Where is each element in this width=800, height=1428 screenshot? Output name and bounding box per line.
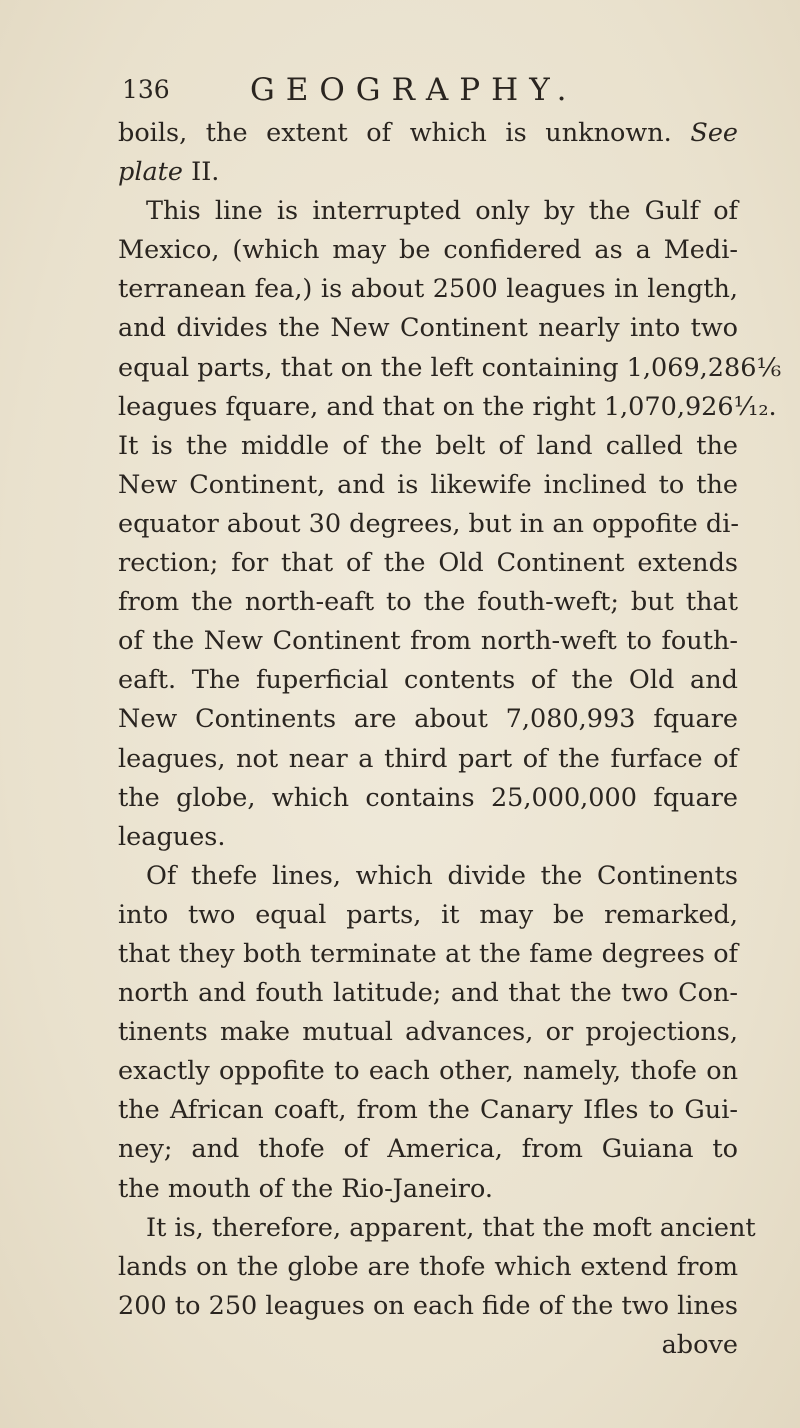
- text-line: terranean fea,) is about 2500 leagues in length,: [118, 274, 738, 305]
- catchword: above: [661, 1329, 738, 1360]
- text-line: equator about 30 degrees, but in an oppofite di-: [118, 508, 739, 539]
- text-line: of the New Continent from north-weft to fouth-: [118, 626, 738, 657]
- text-line: from the north-eaft to the fouth-weft; but that: [118, 587, 738, 618]
- paragraph-start: Of thefe lines, which divide the Continents: [146, 860, 738, 891]
- text-line: boils, the extent of which is unknown. See: [118, 118, 738, 148]
- text-line: north and fouth latitude; and that the two Con-: [118, 978, 738, 1009]
- paragraph-start: This line is interrupted only by the Gulf of: [146, 196, 738, 227]
- text-line: leagues.: [118, 821, 226, 852]
- text-line: leagues fquare, and that on the right 1,070,926¹⁄₁₂.: [118, 391, 777, 422]
- text-line: the globe, which contains 25,000,000 fquare: [118, 782, 738, 813]
- text-line: leagues, not near a third part of the furface of: [118, 743, 738, 774]
- text-line: the African coaft, from the Canary Ifles to Gui-: [118, 1095, 738, 1126]
- text-line: New Continents are about 7,080,993 fquare: [118, 704, 738, 735]
- body-text: [118, 114, 782, 1365]
- text-line: plate II.: [118, 157, 220, 188]
- text-line: It is the middle of the belt of land called the: [118, 430, 738, 461]
- running-title: GEOGRAPHY.: [250, 72, 578, 108]
- text-line: and divides the New Continent nearly into two: [118, 313, 738, 344]
- text-line: tinents make mutual advances, or projections,: [118, 1017, 738, 1048]
- text-line: into two equal parts, it may be remarked,: [118, 899, 738, 930]
- page-header: [120, 70, 720, 110]
- text-line: New Continent, and is likewife inclined to the: [118, 469, 738, 500]
- paragraph-start: It is, therefore, apparent, that the moft ancient: [146, 1212, 756, 1243]
- text-line: that they both terminate at the fame degrees of: [118, 938, 738, 969]
- text-line: Mexico, (which may be confidered as a Medi-: [118, 235, 738, 266]
- text-line: eaft. The fuperficial contents of the Old and: [118, 665, 738, 696]
- text-line: equal parts, that on the left containing 1,069,286⅙: [118, 352, 782, 383]
- text-line: rection; for that of the Old Continent extends: [118, 548, 738, 579]
- text-line: exactly oppofite to each other, namely, thofe on: [118, 1056, 738, 1087]
- text-line: lands on the globe are thofe which extend from: [118, 1251, 738, 1282]
- text-line: 200 to 250 leagues on each fide of the two lines: [118, 1290, 738, 1321]
- page-number: 136: [122, 75, 170, 104]
- text-line: ney; and thofe of America, from Guiana to: [118, 1134, 738, 1165]
- text-line: the mouth of the Rio-Janeiro.: [118, 1173, 493, 1204]
